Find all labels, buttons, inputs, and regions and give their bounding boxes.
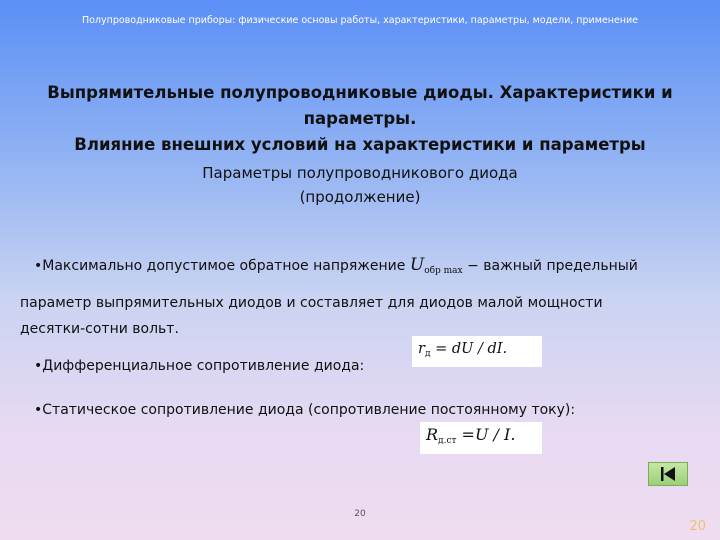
go-to-first-slide-button[interactable] <box>648 462 688 486</box>
slide-title <box>0 80 720 158</box>
voltage-symbol: U <box>409 255 425 275</box>
differential-resistance-formula: $r_д$ = dU / dI. <box>412 336 542 367</box>
title-line-1: Выпрямительные полупроводниковые диоды. Характеристики и параметры. <box>47 83 673 128</box>
skip-to-start-icon <box>649 463 687 485</box>
bullet-dot: • <box>34 258 43 274</box>
bullet1-line-3: десятки-сотни вольт. <box>20 321 179 337</box>
bullet1-line-2: параметр выпрямительных диодов и составляет для диодов малой мощности <box>20 295 603 311</box>
bullet2-text: Дифференциальное сопротивление диода: <box>42 358 365 374</box>
bullet1-lead: Максимально допустимое обратное напряжение <box>42 258 406 274</box>
bullet1-tail: − важный предельный <box>462 258 638 274</box>
static-resistance-formula: $R_{д.ст} =U / I$. <box>420 422 542 454</box>
voltage-subscript: обр max <box>424 266 463 276</box>
bullet-dot: • <box>34 358 43 374</box>
bullet-static-resistance <box>20 397 694 423</box>
bullet-reverse-voltage <box>20 252 680 342</box>
bullet-dot: • <box>34 402 43 418</box>
slide-header: Полупроводниковые приборы: физические основы работы, характеристики, параметры, модели, применение <box>81 15 639 26</box>
bullet3-text: Статическое сопротивление диода (сопротивление постоянному току): <box>42 402 576 418</box>
corner-slide-number: 20 <box>689 519 706 534</box>
bullet-differential-resistance <box>20 353 694 379</box>
subtitle-line-2: (продолжение) <box>299 188 421 206</box>
slide-number: 20 <box>354 509 366 519</box>
title-line-2: Влияние внешних условий на характеристики и параметры <box>74 135 646 154</box>
section-subtitle <box>0 161 720 209</box>
subtitle-line-1: Параметры полупроводникового диода <box>202 164 518 182</box>
